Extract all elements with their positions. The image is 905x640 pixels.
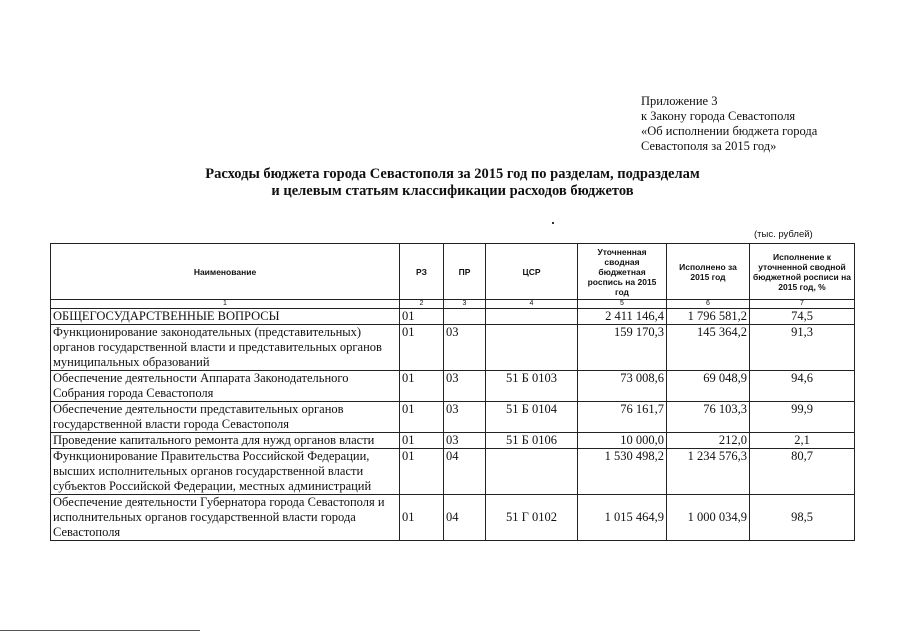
row-name: Обеспечение деятельности Аппарата Законодательного Собрания города Севастополя xyxy=(51,371,400,402)
row-name: Обеспечение деятельности Губернатора города Севастополя и исполнительных органов государственной власти города Севастополя xyxy=(51,495,400,541)
row-exec: 1 000 034,9 xyxy=(667,495,750,541)
column-number: 6 xyxy=(667,300,750,309)
table-row xyxy=(51,309,855,325)
row-exec: 145 364,2 xyxy=(667,325,750,371)
column-number: 5 xyxy=(578,300,667,309)
units-label: (тыс. рублей) xyxy=(754,229,813,240)
row-pr xyxy=(444,309,486,325)
row-rz: 01 xyxy=(400,449,444,495)
row-name: ОБЩЕГОСУДАРСТВЕННЫЕ ВОПРОСЫ xyxy=(51,309,400,325)
row-exec: 69 048,9 xyxy=(667,371,750,402)
row-plan: 10 000,0 xyxy=(578,433,667,449)
page-edge-line xyxy=(0,630,200,631)
appendix-line: Приложение 3 xyxy=(641,94,718,108)
row-pr: 04 xyxy=(444,449,486,495)
title-line-2: и целевым статьям классификации расходов бюджетов xyxy=(271,183,634,199)
table-row xyxy=(51,402,855,433)
header-rz: РЗ xyxy=(400,244,444,300)
row-pr: 04 xyxy=(444,495,486,541)
row-pct: 94,6 xyxy=(750,371,855,402)
row-pr: 03 xyxy=(444,325,486,371)
header-csr: ЦСР xyxy=(486,244,578,300)
document-title xyxy=(0,166,905,200)
row-pct: 91,3 xyxy=(750,325,855,371)
row-pr: 03 xyxy=(444,371,486,402)
column-number: 4 xyxy=(486,300,578,309)
appendix-note xyxy=(641,94,817,154)
table-row xyxy=(51,449,855,495)
row-csr: 51 Г 0102 xyxy=(486,495,578,541)
column-number: 1 xyxy=(51,300,400,309)
table-row xyxy=(51,433,855,449)
table-row xyxy=(51,371,855,402)
row-exec: 1 796 581,2 xyxy=(667,309,750,325)
row-name: Проведение капитального ремонта для нужд органов власти xyxy=(51,433,400,449)
row-rz: 01 xyxy=(400,402,444,433)
row-plan: 1 530 498,2 xyxy=(578,449,667,495)
row-name: Обеспечение деятельности представительных органов государственной власти города Севастополя xyxy=(51,402,400,433)
scan-speck xyxy=(552,222,554,224)
row-name: Функционирование законодательных (представительных) органов государственной власти и представительных органов муниципальных образований xyxy=(51,325,400,371)
row-csr xyxy=(486,449,578,495)
appendix-line: к Закону города Севастополя xyxy=(641,109,796,123)
row-exec: 212,0 xyxy=(667,433,750,449)
row-pct: 98,5 xyxy=(750,495,855,541)
row-exec: 1 234 576,3 xyxy=(667,449,750,495)
header-name: Наименование xyxy=(51,244,400,300)
row-pr: 03 xyxy=(444,402,486,433)
column-number-row xyxy=(51,300,855,309)
header-exec: Исполнено за 2015 год xyxy=(667,244,750,300)
row-csr: 51 Б 0106 xyxy=(486,433,578,449)
row-pr: 03 xyxy=(444,433,486,449)
row-exec: 76 103,3 xyxy=(667,402,750,433)
table-row xyxy=(51,495,855,541)
row-plan: 1 015 464,9 xyxy=(578,495,667,541)
row-plan: 2 411 146,4 xyxy=(578,309,667,325)
row-pct: 2,1 xyxy=(750,433,855,449)
header-pct: Исполнение к уточненной сводной бюджетной росписи на 2015 год, % xyxy=(750,244,855,300)
column-number: 3 xyxy=(444,300,486,309)
row-csr: 51 Б 0103 xyxy=(486,371,578,402)
row-rz: 01 xyxy=(400,371,444,402)
column-number: 7 xyxy=(750,300,855,309)
row-csr xyxy=(486,325,578,371)
table-row xyxy=(51,325,855,371)
appendix-line: «Об исполнении бюджета города xyxy=(641,124,818,138)
row-csr xyxy=(486,309,578,325)
appendix-line: Севастополя за 2015 год» xyxy=(641,139,777,153)
expenditure-table xyxy=(50,243,855,541)
row-rz: 01 xyxy=(400,325,444,371)
header-plan: Уточненная сводная бюджетная роспись на 2015 год xyxy=(578,244,667,300)
row-rz: 01 xyxy=(400,495,444,541)
row-plan: 73 008,6 xyxy=(578,371,667,402)
row-rz: 01 xyxy=(400,433,444,449)
header-row xyxy=(51,244,855,300)
header-pr: ПР xyxy=(444,244,486,300)
row-pct: 74,5 xyxy=(750,309,855,325)
row-pct: 80,7 xyxy=(750,449,855,495)
row-csr: 51 Б 0104 xyxy=(486,402,578,433)
title-line-1: Расходы бюджета города Севастополя за 2015 год по разделам, подразделам xyxy=(205,166,700,182)
row-name: Функционирование Правительства Российской Федерации, высших исполнительных органов государственной власти субъектов Российской Федерации, местных администраций xyxy=(51,449,400,495)
row-plan: 159 170,3 xyxy=(578,325,667,371)
row-pct: 99,9 xyxy=(750,402,855,433)
row-rz: 01 xyxy=(400,309,444,325)
column-number: 2 xyxy=(400,300,444,309)
row-plan: 76 161,7 xyxy=(578,402,667,433)
